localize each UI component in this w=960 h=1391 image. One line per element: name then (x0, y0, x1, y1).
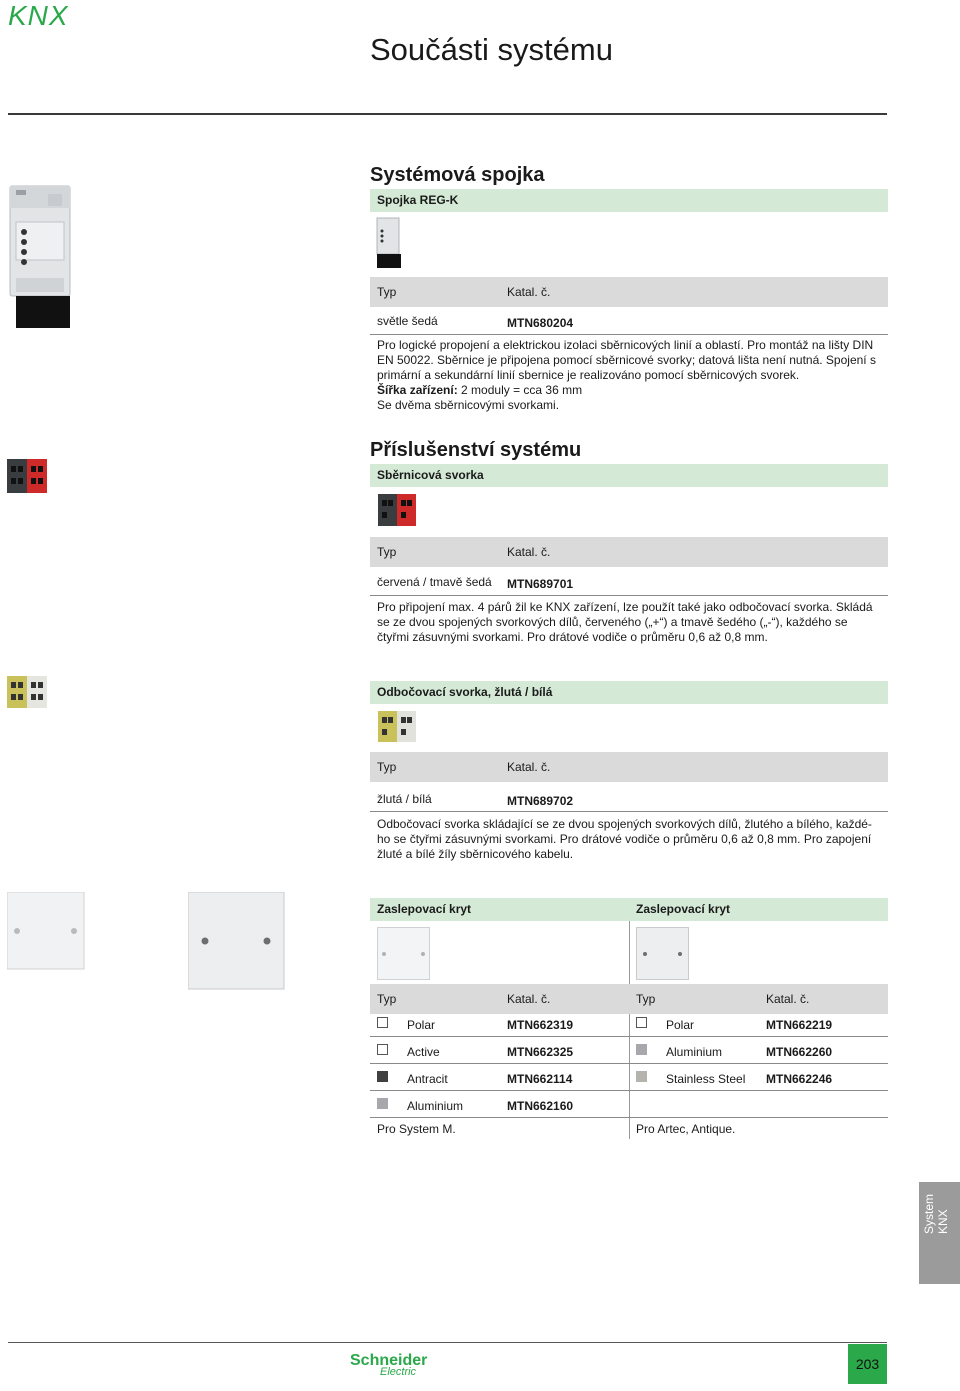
col-type-label: Typ (377, 545, 397, 559)
cover-left-header: Zaslepovací kryt (370, 898, 629, 921)
cover-left-thumbnail (377, 927, 431, 981)
swatch-antracit-icon (377, 1071, 388, 1082)
swatch-active-icon (377, 1044, 388, 1055)
cover-left-type-0: Polar (407, 1018, 436, 1032)
swatch-aluminium-icon (377, 1098, 388, 1109)
row-divider (370, 1063, 629, 1064)
side-tab-line1: System (922, 1193, 936, 1234)
column-divider (629, 921, 630, 1139)
bus-terminal-catalog-number: MTN689701 (507, 577, 574, 591)
col-catalog-label: Katal. č. (507, 992, 551, 1006)
schneider-logo-sub: Electric (380, 1366, 417, 1378)
bus-terminal-image (6, 456, 48, 496)
cover-left-code-3: MTN662160 (507, 1099, 574, 1113)
row-divider (370, 1117, 629, 1118)
coupler-catalog-number: MTN680204 (507, 316, 574, 330)
schneider-logo: Schneider (350, 1352, 428, 1369)
bus-terminal-thumbnail (377, 492, 417, 530)
col-catalog-label: Katal. č. (507, 545, 551, 559)
coupler-section-title: Systémová spojka (370, 164, 545, 186)
branch-terminal-catalog-number: MTN689702 (507, 794, 574, 808)
swatch-aluminium-icon (636, 1044, 647, 1055)
cover-right-code-1: MTN662260 (766, 1045, 833, 1059)
page-title: Součásti systému (370, 32, 613, 67)
cover-left-note: Pro System M. (377, 1122, 456, 1136)
cover-left-table-header (370, 984, 629, 1014)
bus-terminal-header: Sběrnicová svorka (370, 464, 888, 487)
cover-right-code-0: MTN662219 (766, 1018, 833, 1032)
cover-right-type-2: Stainless Steel (666, 1072, 746, 1086)
row-divider (370, 1090, 629, 1091)
row-divider (370, 595, 888, 596)
col-catalog-label: Katal. č. (507, 285, 551, 299)
cover-left-code-2: MTN662114 (507, 1072, 573, 1086)
branch-terminal-type-value: žlutá / bílá (377, 792, 432, 806)
row-divider (370, 334, 888, 335)
col-type-label: Typ (636, 992, 656, 1006)
branch-terminal-image (6, 674, 48, 710)
side-tab-line2: KNX (936, 1209, 950, 1234)
row-divider (629, 1063, 888, 1064)
coupler-type-value: světle šedá (377, 314, 438, 328)
page-number: 203 (848, 1344, 887, 1384)
col-type-label: Typ (377, 285, 397, 299)
cover-left-type-3: Aluminium (407, 1099, 464, 1113)
col-type-label: Typ (377, 992, 397, 1006)
cover-right-thumbnail (636, 927, 690, 981)
coupler-product-header: Spojka REG-K (370, 189, 888, 212)
title-divider (8, 113, 887, 115)
col-catalog-label: Katal. č. (507, 760, 551, 774)
row-divider (370, 1036, 629, 1037)
cover-right-code-2: MTN662246 (766, 1072, 833, 1086)
footer-divider (8, 1342, 887, 1343)
row-divider (629, 1117, 888, 1118)
cover-left-type-1: Active (407, 1045, 440, 1059)
cover-right-note: Pro Artec, Antique. (636, 1122, 736, 1136)
col-type-label: Typ (377, 760, 397, 774)
row-divider (629, 1090, 888, 1091)
bus-terminal-type-value: červená / tmavě šedá (377, 575, 492, 589)
swatch-polar-icon (636, 1017, 647, 1028)
cover-right-header: Zaslepovací kryt (629, 898, 888, 921)
cover-left-code-0: MTN662319 (507, 1018, 574, 1032)
branch-terminal-table-header (370, 752, 888, 782)
coupler-device-image (8, 182, 72, 330)
cover-right-table-header (629, 984, 888, 1014)
knx-logo: KNX (8, 0, 69, 31)
cover-left-code-1: MTN662325 (507, 1045, 574, 1059)
side-tab (919, 1182, 960, 1284)
col-catalog-label: Katal. č. (766, 992, 810, 1006)
cover-right-type-0: Polar (666, 1018, 695, 1032)
accessories-section-title: Příslušenství systému (370, 439, 582, 461)
coupler-thumbnail (376, 217, 402, 269)
cover-plate-m-image (7, 892, 85, 970)
branch-terminal-description: Odbočovací svorka skládající se ze dvou spojených svorkových dílů, žlutého a bílého, každé- ho se čtyřmi zásuvnými svorkami. Pro drátové vodiče o průměru 0,6 až 0,8 mm. Pro zapojení žluté a bílé žíly sběrnicového kabelu. (377, 817, 872, 861)
bus-terminal-description: Pro připojení max. 4 párů žil ke KNX zařízení, lze použít také jako odbočovací svorka. Skládá se ze dvou spojených svorkových dílů, červeného („+“) a tmavě šedého („-“), každého se čtyřmi zásuvnými svorkami. Pro drátové vodiče o průměru 0,6 až 0,8 mm. (377, 600, 873, 644)
cover-left-type-2: Antracit (407, 1072, 448, 1086)
coupler-table-header (370, 277, 888, 307)
cover-plate-artec-image (188, 892, 285, 990)
swatch-polar-icon (377, 1017, 388, 1028)
branch-terminal-thumbnail (377, 709, 417, 745)
row-divider (629, 1036, 888, 1037)
swatch-stainless-steel-icon (636, 1071, 647, 1082)
coupler-description: Pro logické propojení a elektrickou izolaci sběrnicových linií a oblastí. Pro montáž na lišty DIN EN 50022. Sběrnice je připojena pomocí sběrnicové svorky; datová lišta není nutná. Spojení s primární a sekundární linií sbernice je realizováno pomocí sběrnicových svorek. Šířka zařízení: 2 moduly = cca 36 mm Se dvěma sběrnicovými svorkami. (377, 338, 876, 412)
branch-terminal-header: Odbočovací svorka, žlutá / bílá (370, 681, 888, 704)
bus-terminal-table-header (370, 537, 888, 567)
row-divider (370, 811, 888, 812)
cover-right-type-1: Aluminium (666, 1045, 723, 1059)
